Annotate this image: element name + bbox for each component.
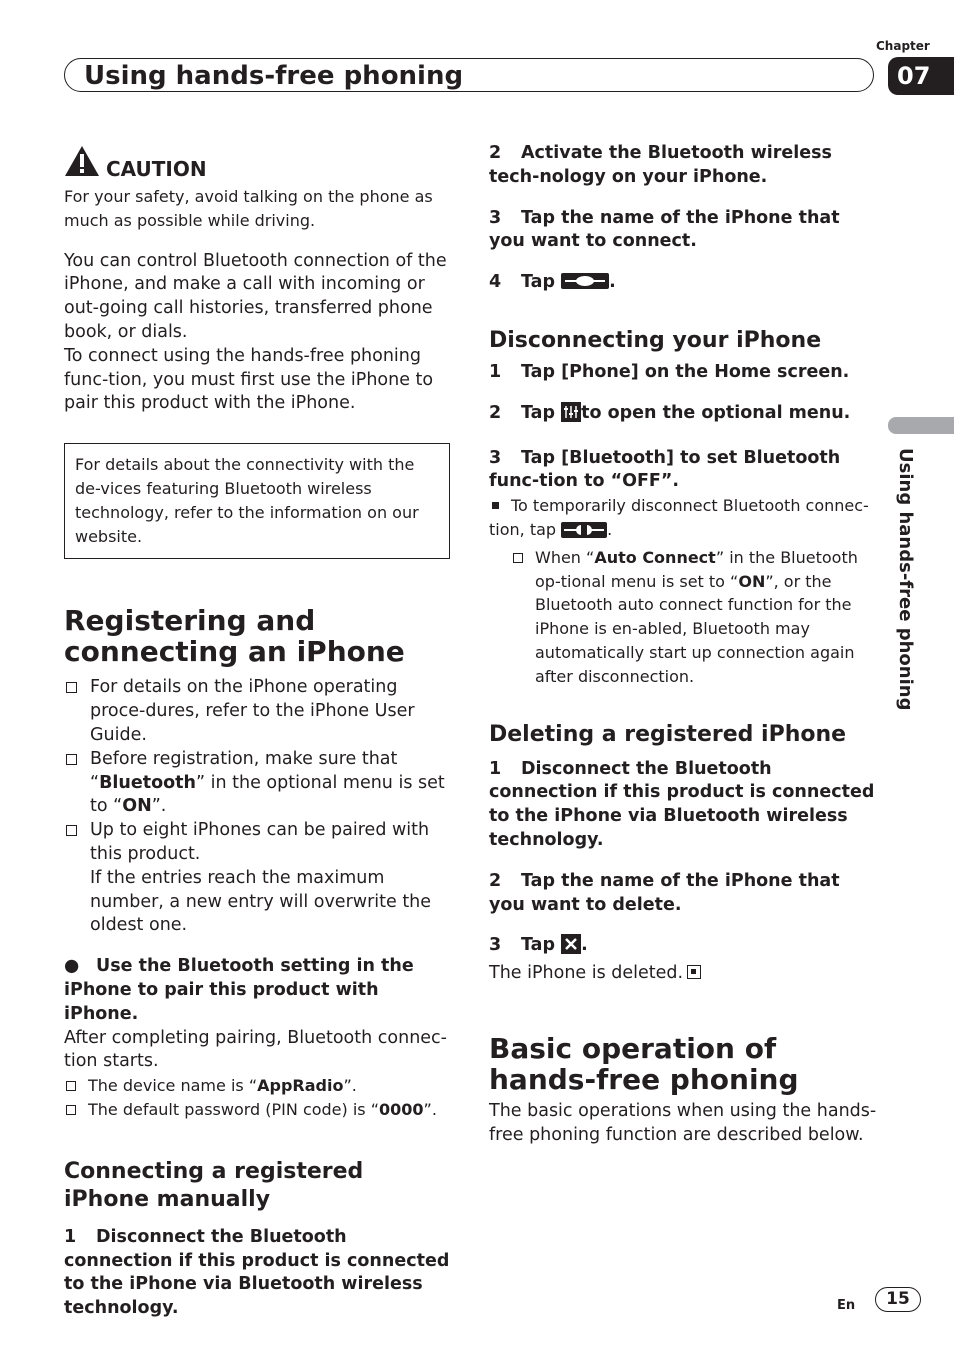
left-column — [64, 145, 454, 1321]
connect-icon — [561, 271, 609, 299]
disconnect-note: To temporarily disconnect Bluetooth connec-tion, tap . — [489, 494, 879, 546]
checkbox-bullet-icon — [66, 825, 77, 836]
basic-operation-text: The basic operations when using the hands-free phoning function are described below. — [489, 1100, 877, 1145]
connect-step-2: 2 Activate the Bluetooth wireless tech-nology on your iPhone. — [489, 143, 832, 187]
caution-heading — [64, 145, 454, 181]
list-item: The default password (PIN code) is “0000”. — [44, 1098, 454, 1122]
end-mark-icon — [687, 965, 701, 979]
pairing-sub-notes — [44, 1074, 454, 1122]
delete-step-2: 2 Tap the name of the iPhone that you want to delete. — [489, 870, 840, 915]
list-item: Before registration, make sure that “Bluetooth” in the optional menu is set to “ON”. — [64, 748, 454, 819]
checkbox-bullet-icon — [66, 1081, 76, 1091]
section-title: Using hands-free phoning — [84, 61, 464, 91]
checkbox-bullet-icon — [66, 1105, 76, 1115]
disconnect-sub-notes — [491, 546, 879, 689]
language-label: En — [837, 1298, 856, 1313]
registering-heading: Registering and connecting an iPhone — [64, 604, 405, 669]
connect-step-3: 3 Tap the name of the iPhone that you want to connect. — [489, 207, 840, 252]
manual-step-1: 1 Disconnect the Bluetooth connection if this product is connected to the iPhone via Bluetooth wireless technology. — [64, 1226, 450, 1319]
checkbox-bullet-icon — [66, 754, 77, 765]
chapter-label: Chapter — [876, 39, 930, 53]
list-item: When “Auto Connect” in the Bluetooth op-tional menu is set to “ON”, or the Bluetooth auto connect function for the iPhone is en-abled, Bluetooth may automatically start up connection again after disconnection. — [491, 546, 879, 689]
square-bullet-icon — [492, 502, 499, 509]
right-column — [489, 142, 879, 1148]
page-number: 15 — [875, 1287, 921, 1312]
manual-connect-heading: Connecting a registered iPhone manually — [64, 1158, 364, 1212]
disconnect-step-2: 2 Tap to open the optional menu. — [489, 402, 879, 430]
checkbox-bullet-icon — [66, 682, 77, 693]
disconnect-step-1: 1 Tap [Phone] on the Home screen. — [489, 361, 850, 382]
side-tab-marker — [888, 417, 954, 434]
pairing-step: ● Use the Bluetooth setting in the iPhone to pair this product with iPhone. — [64, 956, 414, 1024]
bullet-dot-icon: ● — [64, 956, 80, 977]
intro-paragraph-2: To connect using the hands-free phoning func-tion, you must first use the iPhone to pair this product with the iPhone. — [64, 345, 434, 414]
warning-icon — [64, 145, 100, 181]
caution-label: CAUTION — [106, 157, 207, 181]
disconnect-step-3: 3 Tap [Bluetooth] to set Bluetooth func-tion to “OFF”. — [489, 447, 841, 492]
list-item: The device name is “AppRadio”. — [44, 1074, 454, 1098]
list-item: Up to eight iPhones can be paired with this product. If the entries reach the maximum number, a new entry will overwrite the oldest one. — [64, 819, 454, 938]
delete-result: The iPhone is deleted. — [489, 962, 879, 986]
chapter-number: 07 — [888, 57, 954, 95]
deleting-heading: Deleting a registered iPhone — [489, 721, 847, 747]
connect-step-4: 4 Tap . — [489, 271, 879, 299]
menu-icon — [561, 402, 581, 430]
website-note-text: For details about the connectivity with the de-vices featuring Bluetooth wireless technology, refer to the information on our website. — [75, 455, 419, 546]
side-tab-label: Using hands-free phoning — [895, 448, 916, 711]
intro-paragraph-1: You can control Bluetooth connection of the iPhone, and make a call with incoming or out-going call histories, transferred phone book, or dials. — [64, 250, 447, 342]
caution-text: For your safety, avoid talking on the phone as much as possible while driving. — [64, 187, 433, 230]
checkbox-bullet-icon — [513, 553, 523, 563]
list-item: For details on the iPhone operating proce-dures, refer to the iPhone User Guide. — [64, 676, 454, 747]
basic-operation-heading: Basic operation of hands-free phoning — [489, 1031, 799, 1096]
disconnecting-heading: Disconnecting your iPhone — [489, 327, 822, 353]
after-pairing-text: After completing pairing, Bluetooth connec-tion starts. — [64, 1027, 447, 1072]
delete-icon — [561, 934, 581, 962]
delete-step-1: 1 Disconnect the Bluetooth connection if this product is connected to the iPhone via Bluetooth wireless technology. — [489, 758, 875, 850]
website-note-box — [64, 443, 450, 559]
delete-step-3: 3 Tap . — [489, 934, 879, 962]
registration-notes — [64, 676, 454, 938]
disconnect-icon — [561, 521, 607, 546]
